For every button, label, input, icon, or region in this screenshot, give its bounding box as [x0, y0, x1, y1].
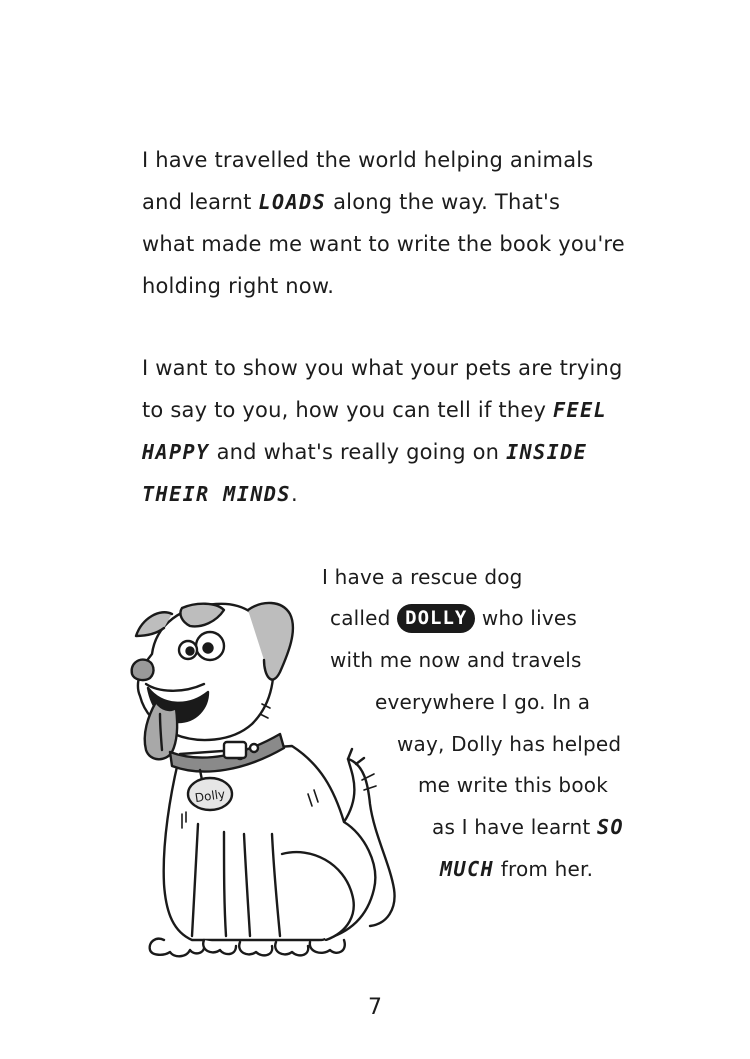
- text-span: me write this book: [418, 773, 608, 797]
- emphasis-happy: HAPPY: [142, 440, 210, 464]
- emphasis-much: MUCH: [440, 857, 495, 881]
- text-span: way, Dolly has helped: [397, 732, 622, 756]
- emphasis-so: SO: [596, 815, 625, 839]
- text-span: what made me want to write the book you're: [142, 232, 625, 256]
- text-span: everywhere I go. In a: [375, 690, 591, 714]
- text-line: [142, 397, 607, 423]
- text-line: [142, 355, 623, 381]
- text-span: I have a rescue dog: [322, 565, 523, 589]
- text-line: [142, 273, 334, 299]
- text-span: from her.: [494, 857, 594, 881]
- text-span: I have travelled the world helping animals: [142, 148, 594, 172]
- text-span: along the way. That's: [326, 190, 561, 214]
- text-line: [142, 481, 298, 507]
- text-line: [418, 772, 608, 798]
- text-span: and what's really going on: [209, 440, 507, 464]
- dolly-name-badge: DOLLY: [397, 604, 475, 633]
- emphasis-their-minds: THEIR MINDS: [142, 482, 291, 506]
- text-line: [432, 814, 624, 840]
- text-span: to say to you, how you can tell if they: [142, 398, 553, 422]
- text-span: .: [290, 482, 298, 506]
- dog-tag-label: Dolly: [193, 786, 227, 806]
- page-number: 7: [368, 995, 382, 1020]
- text-span: I want to show you what your pets are trying: [142, 356, 623, 380]
- emphasis-loads: LOADS: [258, 190, 327, 214]
- text-span: and learnt: [142, 190, 259, 214]
- text-span: with me now and travels: [330, 648, 582, 672]
- text-span: holding right now.: [142, 274, 335, 298]
- text-line: [142, 189, 560, 215]
- text-span: who lives: [475, 606, 577, 630]
- text-line: [142, 231, 625, 257]
- text-line: [397, 731, 621, 757]
- emphasis-feel: FEEL: [553, 398, 608, 422]
- text-span: as I have learnt: [432, 815, 597, 839]
- text-line: [142, 147, 593, 173]
- text-line: [440, 856, 593, 882]
- text-span: called: [330, 606, 398, 630]
- emphasis-inside: INSIDE: [506, 440, 588, 464]
- text-line: [142, 439, 587, 465]
- dog-illustration: [112, 584, 412, 974]
